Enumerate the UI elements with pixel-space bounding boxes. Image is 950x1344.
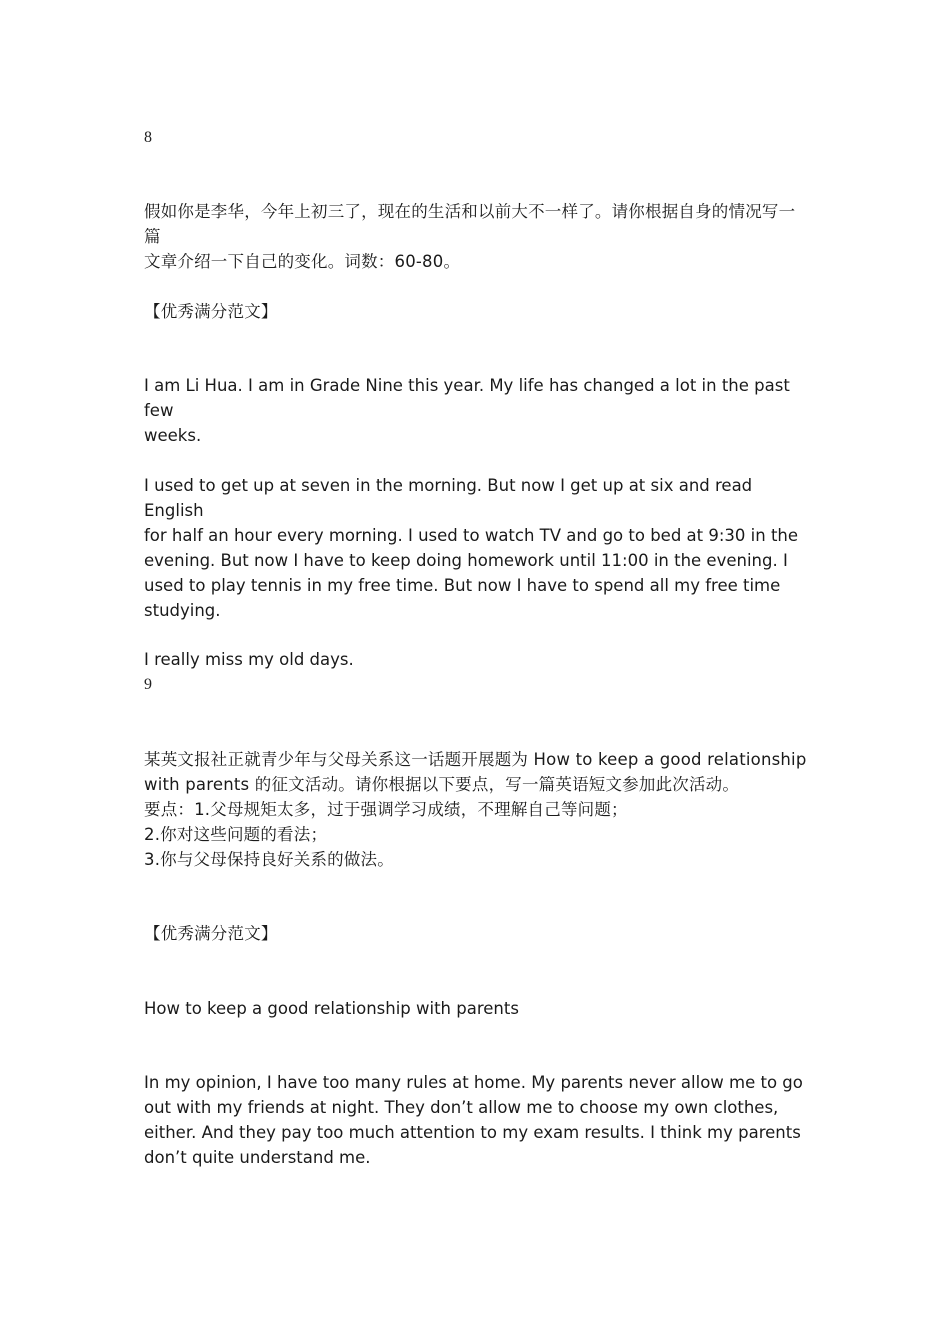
essay-8-paragraph-2 [144,473,809,623]
essay-line: out with my friends at night. They don’t allow me to choose my own clothes, [144,1098,779,1117]
essay-line: don’t quite understand me. [144,1148,371,1167]
essay-line: evening. But now I have to keep doing homework until 11:00 in the evening. I [144,551,788,570]
essay-line: I am Li Hua. I am in Grade Nine this year. My life has changed a lot in the past few [144,376,790,420]
essay-line: In my opinion, I have too many rules at home. My parents never allow me to go [144,1073,803,1092]
prompt-line: with parents 的征文活动。请你根据以下要点，写一篇英语短文参加此次活动。 [144,775,740,794]
prompt-line: 假如你是李华，今年上初三了，现在的生活和以前大不一样了。请你根据自身的情况写一篇 [144,202,796,246]
prompt-line: 某英文报社正就青少年与父母关系这一话题开展题为 How to keep a good relationship [144,750,807,769]
model-essay-heading-8: 【优秀满分范文】 [144,302,278,321]
essay-line: for half an hour every morning. I used to watch TV and go to bed at 9:30 in the [144,526,799,545]
prompt-line: 3.你与父母保持良好关系的做法。 [144,850,394,869]
essay-9-paragraph-1 [144,1070,809,1170]
essay-8-paragraph-3: I really miss my old days. [144,650,354,669]
prompt-line: 文章介绍一下自己的变化。词数：60-80。 [144,252,461,271]
essay-line: used to play tennis in my free time. But now I have to spend all my free time [144,576,781,595]
essay-9-title: How to keep a good relationship with parents [144,999,519,1018]
question-number-8: 8 [144,129,152,146]
essay-8-paragraph-1 [144,373,809,448]
essay-line: weeks. [144,426,202,445]
question-8-prompt [144,199,809,274]
prompt-line: 2.你对这些问题的看法； [144,825,328,844]
prompt-line: 要点：1.父母规矩太多，过于强调学习成绩，不理解自己等问题； [144,800,628,819]
essay-line: I used to get up at seven in the morning. But now I get up at six and read English [144,476,753,520]
essay-line: studying. [144,601,221,620]
question-9-prompt [144,747,809,872]
model-essay-heading-9: 【优秀满分范文】 [144,924,278,943]
question-number-9: 9 [144,676,152,693]
essay-line: either. And they pay too much attention to my exam results. I think my parents [144,1123,801,1142]
